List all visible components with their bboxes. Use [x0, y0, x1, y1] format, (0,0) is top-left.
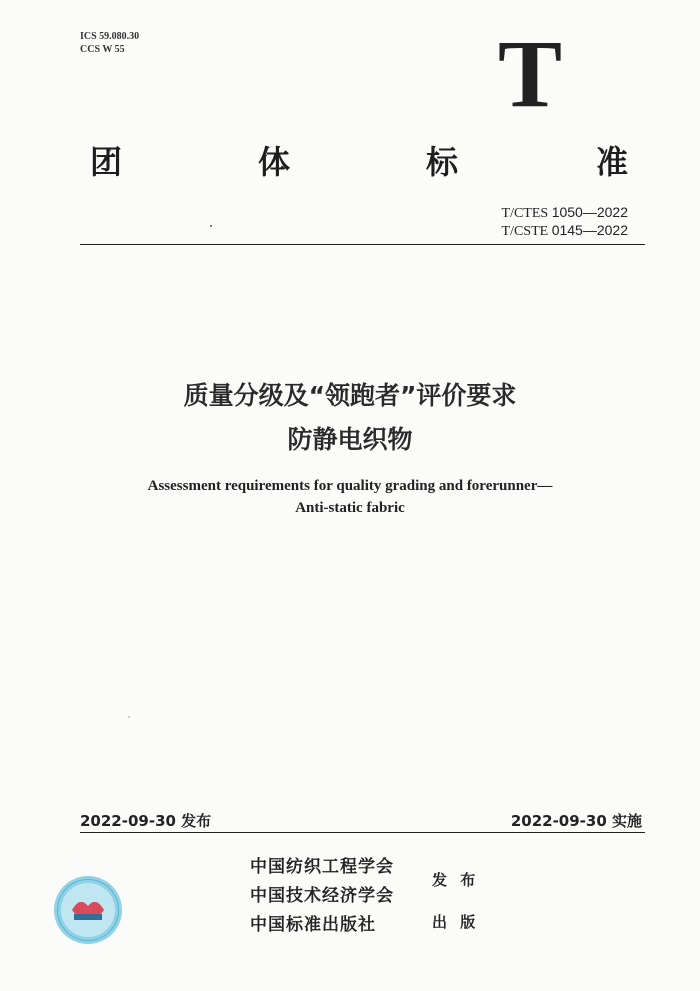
org-tech-economics-society: 中国技术经济学会	[250, 886, 394, 906]
organization-seal-icon	[52, 874, 124, 946]
ics-code: ICS 59.080.30	[80, 31, 140, 42]
issue-date: 2022-09-30 发布	[80, 812, 212, 830]
classification-codes	[80, 30, 139, 56]
en-title-line2: Anti-static fabric	[295, 500, 405, 516]
implement-date: 2022-09-30 实施	[510, 812, 642, 830]
ccs-code: CCS W 55	[80, 44, 125, 55]
category-char-4: 准	[596, 143, 629, 181]
seal-banner	[74, 914, 102, 920]
en-title-line1: Assessment requirements for quality grading and forerunner—	[147, 478, 553, 494]
scan-speck	[210, 225, 212, 227]
category-char-1: 团	[90, 143, 123, 181]
print-label: 出 版	[432, 913, 480, 931]
category-letter: T	[497, 20, 563, 127]
standard-prefix: T/CSTE	[501, 224, 549, 239]
category-char-2: 体	[258, 143, 291, 181]
org-standards-press: 中国标准出版社	[250, 915, 376, 935]
standard-prefix: T/CTES	[501, 206, 549, 221]
publish-label: 发 布	[432, 871, 480, 889]
standard-number-value: 0145—2022	[551, 222, 628, 238]
scan-speck	[128, 716, 130, 718]
org-textile-society: 中国纺织工程学会	[250, 857, 394, 877]
cn-title-line2: 防静电织物	[287, 425, 413, 454]
standard-number-2	[502, 222, 628, 240]
standard-number-1	[502, 204, 628, 222]
cn-title-line1: 质量分级及“领跑者”评价要求	[183, 381, 517, 410]
standard-number-value: 1050—2022	[551, 204, 628, 220]
category-char-3: 标	[426, 143, 459, 181]
standard-numbers	[502, 204, 628, 240]
footer-divider	[80, 832, 645, 833]
header-divider	[80, 244, 645, 245]
